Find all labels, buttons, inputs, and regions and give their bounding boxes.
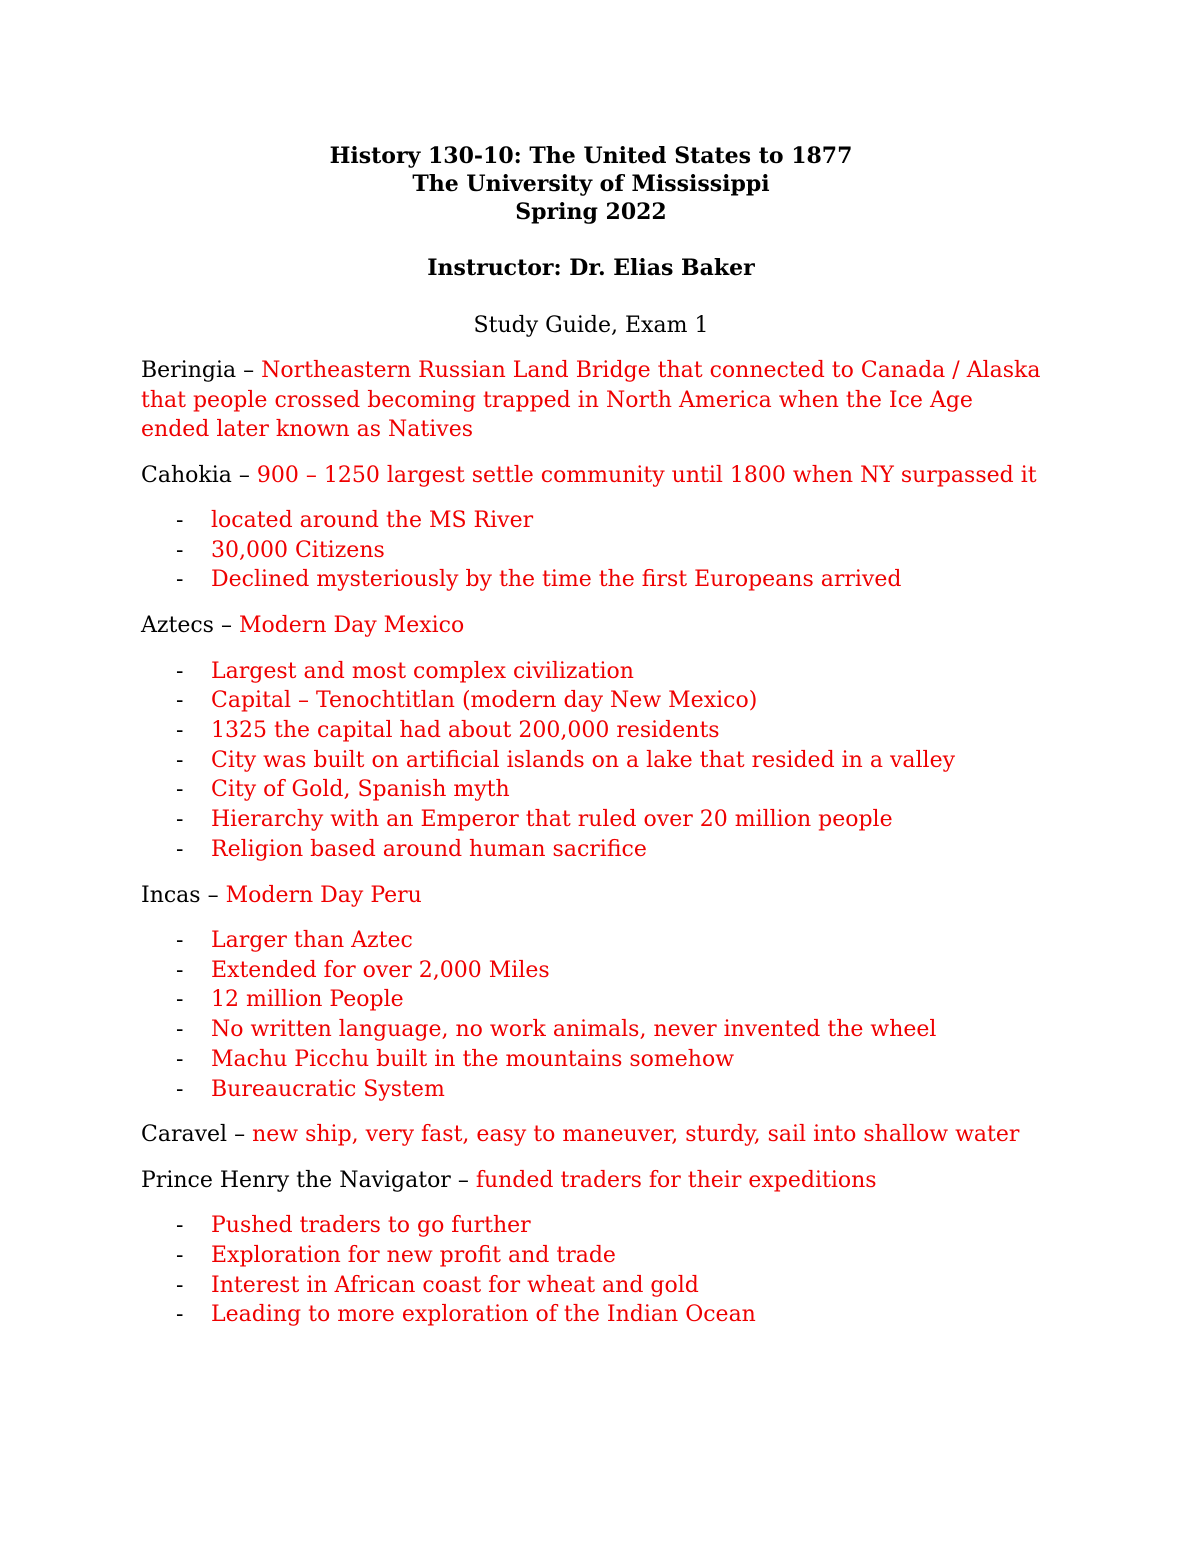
entry-prince-henry (141, 1166, 1041, 1330)
list-item (141, 1211, 1041, 1241)
bullet-dash: - (176, 1272, 184, 1298)
list-item (141, 835, 1041, 865)
entry-term: Caravel (141, 1122, 228, 1148)
list-item (141, 1300, 1041, 1330)
bullet-dash: - (176, 807, 184, 833)
list-item (141, 1241, 1041, 1271)
list-item (141, 657, 1041, 687)
list-item-text: Declined mysteriously by the time the first Europeans arrived (211, 567, 902, 593)
entry-separator: – (238, 462, 250, 488)
list-item (141, 956, 1041, 986)
entry-line (141, 611, 1041, 641)
list-item (141, 1271, 1041, 1301)
entry-definition: new ship, very fast, easy to maneuver, sturdy, sail into shallow water (252, 1122, 1020, 1148)
list-item (141, 536, 1041, 566)
bullet-dash: - (176, 1076, 184, 1102)
list-item (141, 686, 1041, 716)
list-item-text: City was built on artificial islands on a lake that resided in a valley (211, 747, 956, 773)
bullet-dash: - (176, 777, 184, 803)
study-guide-title: Study Guide, Exam 1 (473, 313, 709, 338)
bullet-dash: - (176, 1242, 184, 1268)
list-item-text: Interest in African coast for wheat and gold (211, 1272, 699, 1298)
list-item-text: 1325 the capital had about 200,000 residents (211, 718, 720, 744)
bullet-list (141, 657, 1041, 865)
entry-definition: Modern Day Mexico (238, 613, 465, 639)
bullet-dash: - (176, 688, 184, 714)
bullet-dash: - (176, 1213, 184, 1239)
document-page (141, 142, 1041, 1330)
list-item (141, 1015, 1041, 1045)
list-item-text: Hierarchy with an Emperor that ruled over 20 million people (211, 807, 893, 833)
bullet-dash: - (176, 508, 184, 533)
entry-line (141, 356, 1041, 445)
entry-separator: – (220, 613, 232, 639)
bullet-dash: - (176, 836, 184, 862)
entry-separator: – (207, 882, 219, 908)
list-item-text: City of Gold, Spanish myth (211, 777, 510, 803)
list-item (141, 985, 1041, 1015)
list-item (141, 805, 1041, 835)
bullet-dash: - (176, 957, 184, 983)
entry-beringia (141, 356, 1041, 445)
bullet-list (141, 506, 1041, 595)
list-item-text: Pushed traders to go further (211, 1213, 531, 1239)
entry-cahokia (141, 461, 1041, 596)
bullet-dash: - (176, 1017, 184, 1043)
list-item-text: Capital – Tenochtitlan (modern day New Mexico) (211, 688, 758, 714)
list-item-text: No written language, no work animals, never invented the wheel (211, 1017, 937, 1043)
entry-aztecs (141, 611, 1041, 864)
list-item (141, 926, 1041, 956)
bullet-dash: - (176, 1046, 184, 1072)
entry-term: Beringia (141, 358, 237, 383)
document-header (141, 142, 1041, 282)
entry-caravel (141, 1120, 1041, 1150)
entry-separator: – (234, 1122, 246, 1148)
semester: Spring 2022 (515, 199, 667, 225)
entry-definition: 900 – 1250 largest settle community until 1800 when NY surpassed it (256, 462, 1037, 488)
entry-term: Cahokia (141, 462, 232, 488)
list-item-text: located around the MS River (211, 508, 534, 533)
list-item (141, 1045, 1041, 1075)
entry-line (141, 1166, 1041, 1196)
bullet-dash: - (176, 658, 184, 684)
list-item-text: 30,000 Citizens (211, 537, 385, 563)
bullet-dash: - (176, 718, 184, 744)
university-name: The University of Mississippi (412, 171, 770, 197)
entry-term: Prince Henry the Navigator (141, 1167, 451, 1193)
entry-term: Incas (141, 882, 201, 908)
instructor-name: Instructor: Dr. Elias Baker (427, 255, 755, 281)
list-item (141, 716, 1041, 746)
list-item (141, 565, 1041, 595)
entry-term: Aztecs (141, 613, 214, 639)
bullet-dash: - (176, 1302, 184, 1328)
list-item (141, 775, 1041, 805)
bullet-list (141, 926, 1041, 1104)
bullet-dash: - (176, 537, 184, 563)
entry-definition: Northeastern Russian Land Bridge that connected to Canada / Alaska that people crossed becoming trapped in North America when the Ice Age ended later known as Natives (141, 358, 1041, 442)
list-item-text: Largest and most complex civilization (211, 658, 634, 684)
entry-definition: Modern Day Peru (225, 882, 422, 908)
bullet-dash: - (176, 928, 184, 954)
list-item-text: 12 million People (211, 987, 404, 1013)
entry-definition: funded traders for their expeditions (475, 1167, 877, 1193)
bullet-list (141, 1211, 1041, 1330)
list-item-text: Larger than Aztec (211, 928, 413, 954)
entry-separator: – (243, 358, 255, 383)
list-item-text: Exploration for new profit and trade (211, 1242, 616, 1268)
list-item-text: Religion based around human sacrifice (211, 836, 647, 862)
bullet-dash: - (176, 567, 184, 593)
course-title: History 130-10: The United States to 1877 (329, 143, 853, 169)
list-item (141, 506, 1041, 536)
list-item-text: Extended for over 2,000 Miles (211, 957, 550, 983)
entry-line (141, 461, 1041, 491)
list-item (141, 746, 1041, 776)
bullet-dash: - (176, 987, 184, 1013)
entry-separator: – (457, 1167, 469, 1193)
list-item-text: Leading to more exploration of the Indian Ocean (211, 1302, 756, 1328)
entry-line (141, 881, 1041, 911)
list-item-text: Machu Picchu built in the mountains somehow (211, 1046, 735, 1072)
entry-incas (141, 881, 1041, 1105)
entry-line (141, 1120, 1041, 1150)
list-item (141, 1075, 1041, 1105)
list-item-text: Bureaucratic System (211, 1076, 445, 1102)
bullet-dash: - (176, 747, 184, 773)
